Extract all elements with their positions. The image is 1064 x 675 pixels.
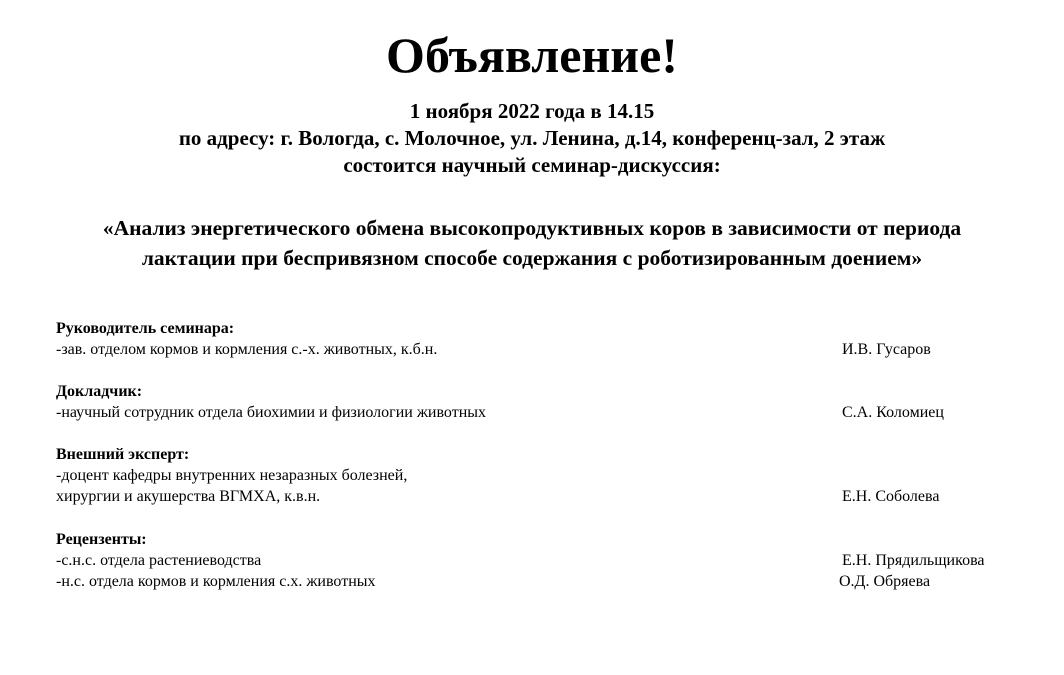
role-heading: Руководитель семинара: xyxy=(56,320,235,337)
seminar-topic xyxy=(0,213,1064,273)
role-line xyxy=(56,465,1016,486)
role-description: хирургии и акушерства ВГМХА, к.в.н. xyxy=(56,488,321,505)
role-description: -доцент кафедры внутренних незаразных болезней, xyxy=(56,467,408,484)
role-line xyxy=(56,402,1016,423)
role-block-leader xyxy=(56,318,1016,360)
seminar-topic-line-2: лактации при беспривязном способе содержания с роботизированным доением» xyxy=(141,246,923,270)
person-name: С.А. Коломиец xyxy=(842,404,944,421)
event-info xyxy=(0,98,1064,179)
role-description: -с.н.с. отдела растениеводства xyxy=(56,552,262,569)
role-description: -н.с. отдела кормов и кормления с.х. животных xyxy=(56,573,376,590)
role-block-reviewers xyxy=(56,529,1016,592)
role-line xyxy=(56,571,1016,592)
seminar-topic-line-1: «Анализ энергетического обмена высокопродуктивных коров в зависимости от периода xyxy=(102,216,962,240)
role-heading: Рецензенты: xyxy=(56,531,147,548)
page-title: Объявление! xyxy=(386,27,678,83)
role-heading: Внешний эксперт: xyxy=(56,446,190,463)
event-address: по адресу: г. Вологда, с. Молочное, ул. Ленина, д.14, конференц-зал, 2 этаж xyxy=(178,126,886,150)
role-block-speaker xyxy=(56,381,1016,423)
person-name: О.Д. Обряева xyxy=(839,573,931,590)
role-heading: Докладчик: xyxy=(56,383,143,400)
person-name: Е.Н. Прядильщикова xyxy=(842,552,985,569)
role-line xyxy=(56,339,1016,360)
role-description: -зав. отделом кормов и кормления с.-х. животных, к.б.н. xyxy=(56,341,438,358)
role-block-external-expert xyxy=(56,444,1016,507)
role-description: -научный сотрудник отдела биохимии и физиологии животных xyxy=(56,404,487,421)
role-line xyxy=(56,486,1016,507)
event-date-time: 1 ноября 2022 года в 14.15 xyxy=(409,99,655,123)
event-type: состоится научный семинар-дискуссия: xyxy=(343,153,721,177)
person-name: И.В. Гусаров xyxy=(842,341,931,358)
role-line xyxy=(56,550,1016,571)
person-name: Е.Н. Соболева xyxy=(842,488,940,505)
